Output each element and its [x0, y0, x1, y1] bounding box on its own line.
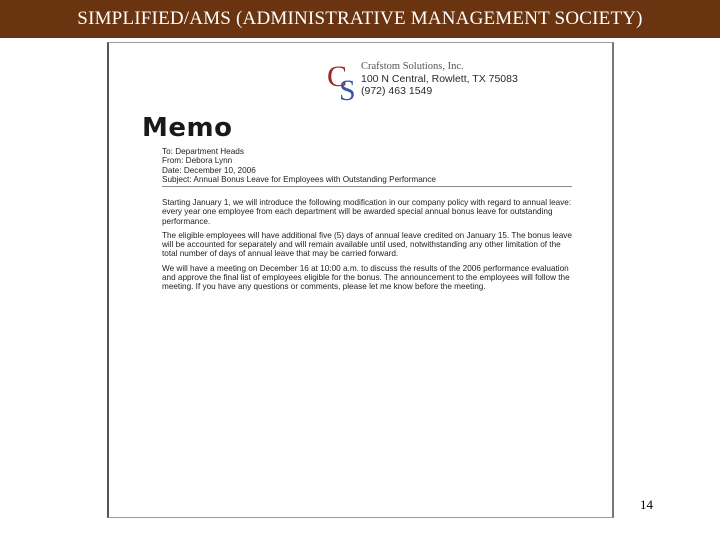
memo-paragraph: The eligible employees will have additional five (5) days of annual leave credited on January 15. The bonus leave will be accounted for separately and will remain available until used, notwithstanding any other limitation of the total number of days of annual leave that may be carried forward. [162, 230, 572, 259]
memo-header-fields [162, 147, 436, 184]
company-phone: (972) 463 1549 [361, 85, 433, 97]
company-logo [327, 60, 363, 107]
slide-title: SIMPLIFIED/AMS (ADMINISTRATIVE MANAGEMENT SOCIETY) [77, 8, 643, 29]
page-number: 14 [640, 497, 653, 512]
memo-title: Memo [142, 113, 233, 143]
slide-title-bar [0, 0, 720, 38]
memo-subject: Subject: Annual Bonus Leave for Employees with Outstanding Performance [162, 174, 436, 184]
company-letterhead [361, 61, 518, 97]
memo-date: Date: December 10, 2006 [162, 165, 256, 175]
memo-document [112, 46, 612, 514]
logo-letter-s: S [339, 74, 356, 107]
company-address: 100 N Central, Rowlett, TX 75083 [361, 73, 518, 85]
memo-paragraph: Starting January 1, we will introduce the following modification in our company policy with regard to annual leave: every year one employee from each department will be awarded special annual bonus leave for outstanding performance. [162, 198, 572, 226]
memo-to: To: Department Heads [162, 147, 244, 156]
memo-image-frame [107, 42, 614, 518]
memo-from: From: Debora Lynn [162, 156, 233, 166]
memo-paragraph: We will have a meeting on December 16 at 10:00 a.m. to discuss the results of the 2006 performance evaluation and approve the final list of employees eligible for the bonus. The announcement to the employees will follow the meeting. If you have any questions or comments, please let me know before the meeting. [162, 263, 570, 292]
logo-letter-c: C [327, 60, 348, 93]
header-divider [162, 186, 572, 187]
company-name: Crafstom Solutions, Inc. [361, 61, 464, 72]
memo-body [162, 198, 574, 297]
